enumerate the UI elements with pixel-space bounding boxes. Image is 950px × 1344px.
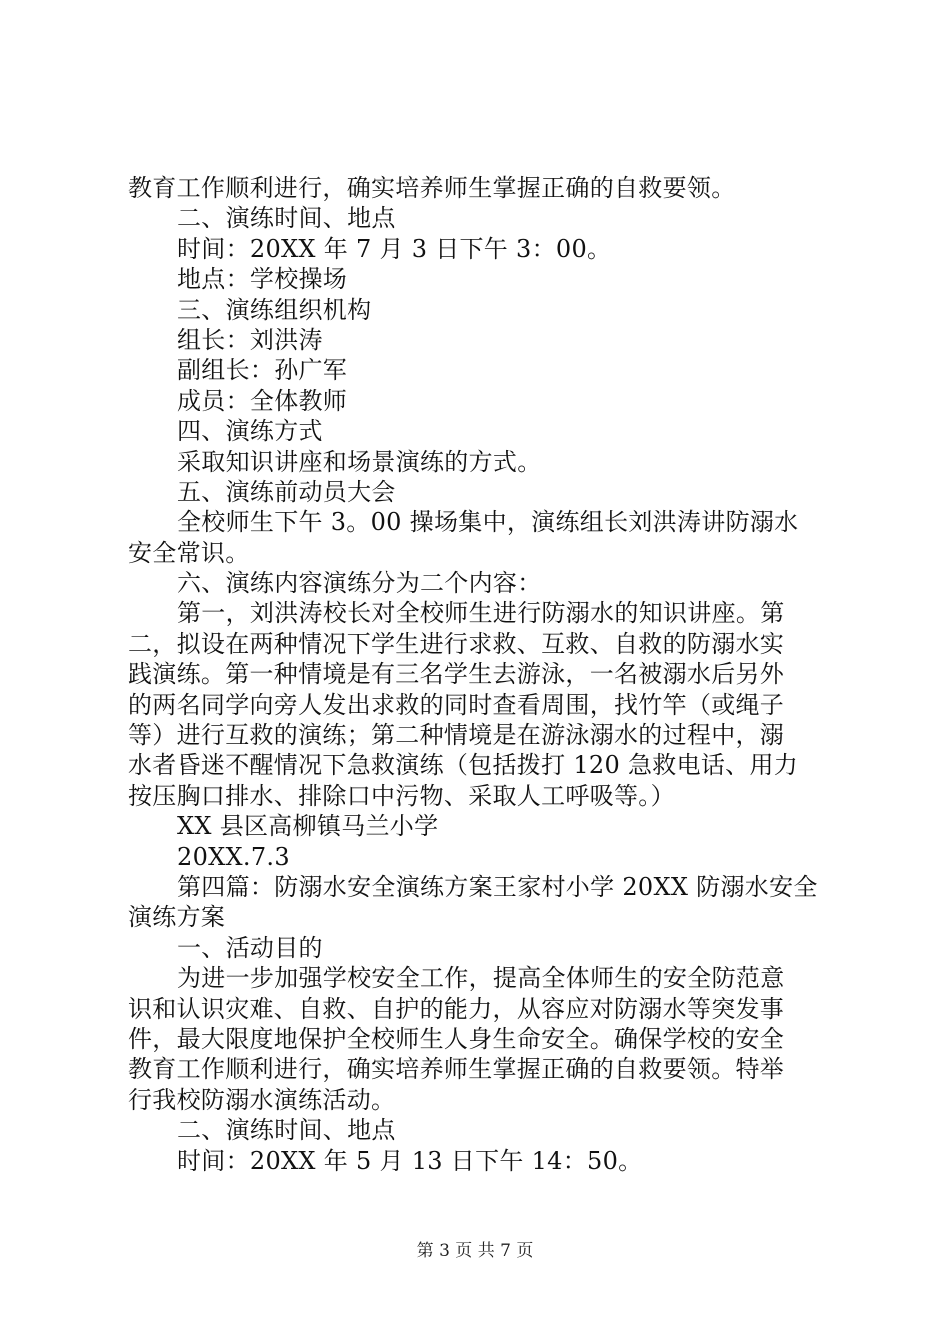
text-line: 成员：全体教师 [177,386,348,415]
text-line: 教育工作顺利进行，确实培养师生掌握正确的自救要领。特举 [128,1055,785,1084]
text-line: 二、演练时间、地点 [177,1116,396,1145]
text-line: 地点：学校操场 [177,265,348,294]
text-line: 四、演练方式 [177,417,323,446]
text-line: 安全常识。 [128,538,250,567]
text-line: 二，拟设在两种情况下学生进行求救、互救、自救的防溺水实 [128,629,785,658]
text-line: XX 县区高柳镇马兰小学 [177,812,439,841]
text-line: 第四篇：防溺水安全演练方案王家村小学 20XX 防溺水安全 [177,872,818,901]
text-line: 组长：刘洪涛 [177,325,323,354]
text-line: 按压胸口排水、排除口中污物、采取人工呼吸等。） [128,781,675,810]
document-body [128,173,832,1176]
text-line: 六、演练内容演练分为二个内容： [177,569,542,598]
text-line: 水者昏迷不醒情况下急救演练（包括拨打 120 急救电话、用力 [128,751,799,780]
text-line: 采取知识讲座和场景演练的方式。 [177,447,542,476]
text-line: 等）进行互救的演练；第二种情境是在游泳溺水的过程中，溺 [128,721,785,750]
text-line: 副组长：孙广军 [177,356,348,385]
text-line: 一、活动目的 [177,933,323,962]
text-line: 件，最大限度地保护全校师生人身生命安全。确保学校的安全 [128,1024,785,1053]
text-line: 的两名同学向旁人发出求救的同时查看周围，找竹竿（或绳子 [128,690,785,719]
text-line: 时间：20XX 年 5 月 13 日下午 14：50。 [177,1146,643,1175]
text-line: 第一，刘洪涛校长对全校师生进行防溺水的知识讲座。第 [177,599,785,628]
text-line: 为进一步加强学校安全工作，提高全体师生的安全防范意 [177,964,785,993]
page-footer: 第 3 页 共 7 页 [416,1241,534,1261]
text-line: 20XX.7.3 [177,842,290,871]
text-line: 全校师生下午 3。00 操场集中，演练组长刘洪涛讲防溺水 [177,508,799,537]
text-line: 识和认识灾难、自救、自护的能力，从容应对防溺水等突发事 [128,994,785,1023]
text-line: 三、演练组织机构 [177,295,372,324]
text-line: 演练方案 [128,903,226,932]
text-line: 教育工作顺利进行，确实培养师生掌握正确的自救要领。 [128,174,736,202]
text-line: 五、演练前动员大会 [177,477,396,506]
text-line: 二、演练时间、地点 [177,204,396,233]
text-line: 行我校防溺水演练活动。 [128,1085,396,1114]
text-line: 践演练。第一种情境是有三名学生去游泳，一名被溺水后另外 [128,660,785,689]
text-line: 时间：20XX 年 7 月 3 日下午 3：00。 [177,234,612,263]
